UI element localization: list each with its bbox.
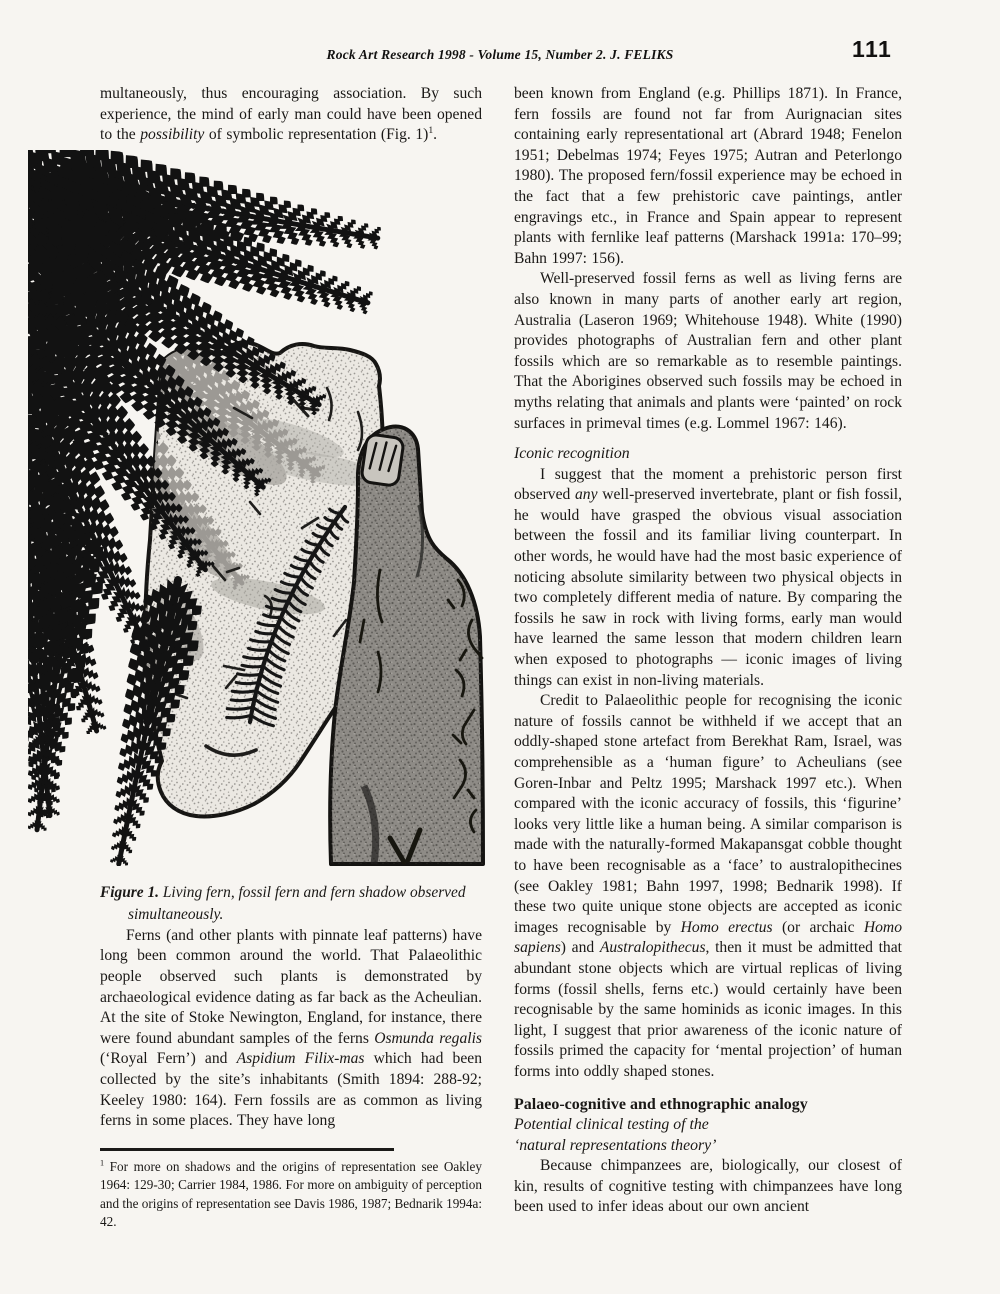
paragraph-continued-from-previous-page: multaneously, thus encouraging association. By such experience, the mind of early man could have been opened to the possibility of symbolic representation (Fig. 1)$^1$.: [100, 85, 482, 144]
subheading-line-1: Potential clinical testing of the: [514, 1116, 709, 1134]
thumb-nail: [361, 434, 404, 487]
paragraph-england-france: been known from England (e.g. Phillips 1871). In France, fern fossils are found not far from Aurignacian sites containing early representational art (Abrard 1948; Fenelon 1951; Debelmas 1974; Feyes 1975; Autran and Peterlongo 1980). The proposed fern/fossil experience may be echoed in the fact that a few prehistoric cave paintings, antler engravings etc., in France and Spain appear to represent plants with fernlike leaf patterns (Marshack 1991a: 170–99; Bahn 1997: 156).: [514, 85, 902, 267]
right-column: [514, 84, 902, 1218]
subheading-line-2: ‘natural representations theory’: [514, 1136, 717, 1154]
paragraph-ferns-common: Ferns (and other plants with pinnate leaf patterns) have long been common around the world. That Palaeolithic people observed such plants is demonstrated by archaeological evidence dating as far back as the Acheulian. At the site of Stoke Newington, England, for instance, there were found abundant samples of the ferns Osmunda regalis (‘Royal Fern’) and Aspidium Filix-mas which had been collected by the site’s inhabitants (Smith 1894: 288-92; Keeley 1980: 164). Fern fossils are as common as living ferns in some places. They have long: [100, 926, 482, 1130]
section-heading-iconic-recognition: Iconic recognition: [514, 445, 630, 463]
journal-line: Rock Art Research 1998 - Volume 15, Number 2. J. FELIKS: [326, 47, 674, 62]
figure-1-illustration: [28, 150, 490, 866]
page-number: 111: [852, 36, 893, 62]
figure-1: [28, 150, 490, 866]
section-heading-palaeo-cognitive: Palaeo-cognitive and ethnographic analogy: [514, 1095, 808, 1113]
left-column: [100, 84, 482, 1231]
paragraph-chimpanzees: Because chimpanzees are, biologically, our closest of kin, results of cognitive testing with chimpanzees have long been used to infer ideas about our own ancient: [514, 1157, 902, 1216]
figure-1-caption: Figure 1. Living fern, fossil fern and fern shadow observed simultaneously.: [100, 883, 466, 923]
running-header: [0, 47, 1000, 63]
paragraph-australia: Well-preserved fossil ferns as well as living ferns are also known in many parts of another early art region, Australia (Laseron 1969; Whitehouse 1948). White (1990) provides photographs of Australian fern and other plant fossils which are so remarkable as to resemble paintings. That the Aborigines observed such fossils may be echoed in myths relating that animals and plants were ‘painted’ on rock surfaces in primeval times (e.g. Lommel 1967: 146).: [514, 270, 902, 432]
footnote-1: $^1$ For more on shadows and the origins of representation see Oakley 1964: 129-30; Carrier 1984, 1986. For more on ambiguity of perception and the origins of representation see Davis 1986, 1987; Bednarik 1994a: 42.: [100, 1158, 482, 1229]
footnote-rule: [100, 1148, 394, 1151]
paragraph-credit-palaeolithic: Credit to Palaeolithic people for recognising the iconic nature of fossils cannot be withheld if we accept that an oddly-shaped stone artefact from Berekhat Ram, Israel, was comprehensible as a ‘human figure’ to Acheulians (see Goren-Inbar and Peltz 1995; Marshack 1997 etc.). When compared with the iconic accuracy of fossils, this ‘figurine’ looks very little like a human being. A similar comparison is made with the naturally-formed Makapansgat cobble thought to have been recognisable as a ‘face’ to australopithecines (see Oakley 1981; Bahn 1997, 1998; Bednarik 1998). If these two quite unique stone objects are accepted as iconic images recognisable by Homo erectus (or archaic Homo sapiens) and Australopithecus, then it must be admitted that abundant stone objects which are virtual replicas of living forms (fossil shells, ferns etc.) would certainly have been recognisable by the same hominids as iconic images. In this light, I suggest that prior awareness of the iconic nature of fossils primed the capacity for ‘mental projection’ of human forms into oddly shaped stones.: [514, 692, 902, 1080]
paragraph-iconic-suggest: I suggest that the moment a prehistoric person first observed any well-preserved invertebrate, plant or fish fossil, he would have grasped the obvious visual association between the fossil and its familiar living counterpart. In other words, he would have had the most basic experience of noticing absolute similarity between two physical objects in two completely different media of nature. By comparing the fossils he saw in rock with living forms, early man would have learned the same lesson that modern children learn when exposed to photographs — iconic images of living things can exist in non-living materials.: [514, 465, 902, 689]
